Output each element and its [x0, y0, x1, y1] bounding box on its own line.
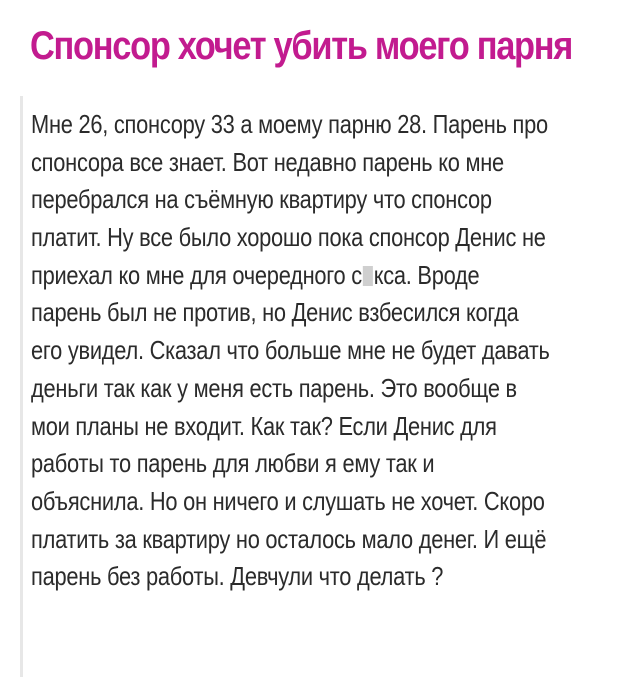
- post-body: [20, 96, 632, 677]
- censor-mark: [363, 266, 373, 286]
- post-line-3: перебрался на съёмную квартиру что спонсор: [31, 184, 492, 215]
- post-line-2: спонсора все знает. Вот недавно парень ко мне: [31, 146, 504, 177]
- post-line-5: [31, 257, 569, 295]
- post-line-10: работы то парень для любви я ему так и: [31, 448, 435, 479]
- post-line-4: платит. Ну все было хорошо пока спонсор Денис не: [31, 222, 546, 253]
- post-line-13: парень без работы. Девчули что делать ?: [31, 561, 444, 592]
- post-line-1: Мне 26, спонсору 33 а моему парню 28. Парень про: [31, 109, 548, 139]
- post-line-11: объяснила. Но он ничего и слушать не хочет. Скоро: [31, 485, 545, 516]
- post-line-12: платить за квартиру но осталось мало денег. И ещё: [31, 523, 547, 554]
- post-line-7: его увидел. Сказал что больше мне не будет давать: [31, 335, 550, 366]
- post-line-9: мои планы не входит. Как так? Если Денис для: [31, 410, 497, 441]
- post-line-8: деньги так как у меня есть парень. Это вообще в: [31, 372, 517, 403]
- post-text: [31, 106, 569, 596]
- post-line-6: парень был не против, но Денис взбесился когда: [31, 297, 519, 328]
- post-line-5-start: приехал ко мне для очередного с: [31, 259, 362, 290]
- post-line-5-end: кса. Вроде: [373, 259, 480, 290]
- post-title: Спонсор хочет убить моего парня: [30, 24, 573, 68]
